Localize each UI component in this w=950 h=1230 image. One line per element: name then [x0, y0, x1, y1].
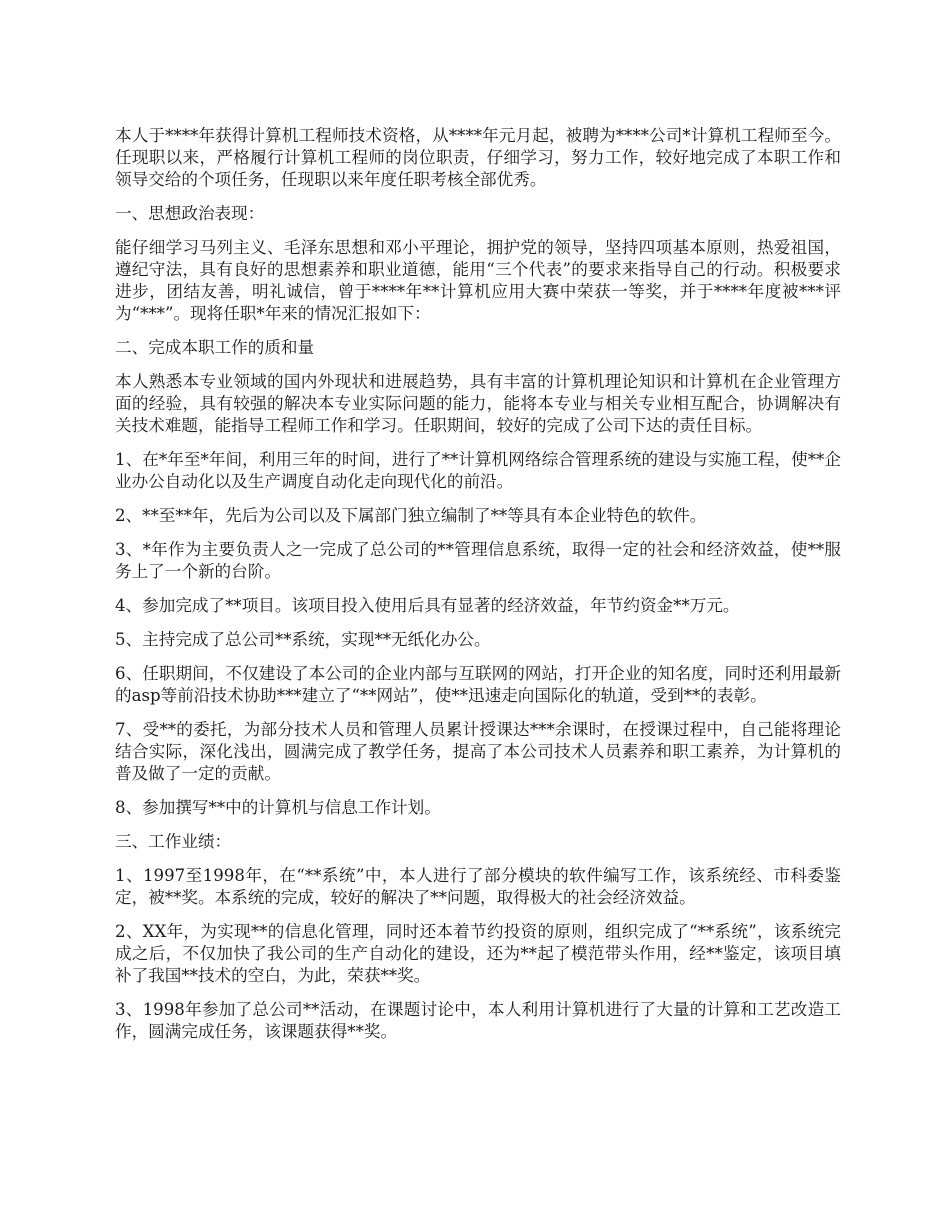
duties-item-1: 1、在*年至*年间，利用三年的时间，进行了**计算机网络综合管理系统的建设与实施工程，使**企业办公自动化以及生产调度自动化走向现代化的前沿。 — [115, 450, 841, 491]
duties-item-7: 7、受**的委托，为部分技术人员和管理人员累计授课达***余课时，在授课过程中，自己能将理论结合实际，深化浅出，圆满完成了教学任务，提高了本公司技术人员素养和职工素养，为计算机的普及做了一定的贡献。 — [115, 720, 841, 783]
duties-item-6: 6、任职期间，不仅建设了本公司的企业内部与互联网的网站，打开企业的知名度，同时还利用最新的asp等前沿技术协助***建立了“**网站”，使**迅速走向国际化的轨道，受到**的表彰。 — [115, 664, 841, 705]
duties-paragraph: 本人熟悉本专业领域的国内外现状和进展趋势，具有丰富的计算机理论知识和计算机在企业管理方面的经验，具有较强的解决本专业实际问题的能力，能将本专业与相关专业相互配合，协调解决有关技术难题，能指导工程师工作和学习。任职期间，较好的完成了公司下达的责任目标。 — [115, 372, 841, 435]
achievement-item-1: 1、1997至1998年，在“**系统”中，本人进行了部分模块的软件编写工作，该系统经、市科委鉴定，被**奖。本系统的完成，较好的解决了**问题，取得极大的社会经济效益。 — [115, 866, 841, 907]
duties-item-2: 2、**至**年，先后为公司以及下属部门独立编制了**等具有本企业特色的软件。 — [115, 506, 707, 525]
section-heading-achievements: 三、工作业绩： — [115, 832, 232, 851]
achievement-item-3: 3、1998年参加了总公司**活动，在课题讨论中，本人利用计算机进行了大量的计算和工艺改造工作，圆满完成任务，该课题获得**奖。 — [115, 1000, 841, 1041]
duties-item-3: 3、*年作为主要负责人之一完成了总公司的**管理信息系统，取得一定的社会和经济效益，使**服务上了一个新的台阶。 — [115, 540, 841, 581]
document-body — [115, 125, 841, 1055]
duties-item-4: 4、参加完成了**项目。该项目投入使用后具有显著的经济效益，年节约资金**万元。 — [115, 596, 740, 615]
section-heading-duties: 二、完成本职工作的质和量 — [115, 338, 315, 357]
achievement-item-2: 2、XX年，为实现**的信息化管理，同时还本着节约投资的原则，组织完成了“**系统”，该系统完成之后，不仅加快了我公司的生产自动化的建设，还为**起了模范带头作用，经**鉴定，该项目填补了我国**技术的空白，为此，荣获**奖。 — [115, 922, 841, 985]
political-paragraph: 能仔细学习马列主义、毛泽东思想和邓小平理论，拥护党的领导，坚持四项基本原则，热爱祖国，遵纪守法，具有良好的思想素养和职业道德，能用“三个代表”的要求来指导自己的行动。积极要求进步，团结友善，明礼诚信，曾于****年**计算机应用大赛中荣获一等奖，并于****年度被***评为“***”。现将任职*年来的情况汇报如下： — [115, 238, 841, 323]
intro-paragraph: 本人于****年获得计算机工程师技术资格，从****年元月起，被聘为****公司*计算机工程师至今。任现职以来，严格履行计算机工程师的岗位职责，仔细学习，努力工作，较好地完成了本职工作和领导交给的个项任务，任现职以来年度任职考核全部优秀。 — [115, 126, 841, 189]
section-heading-political: 一、思想政治表现： — [115, 204, 265, 223]
duties-item-8: 8、参加撰写**中的计算机与信息工作计划。 — [115, 798, 441, 817]
duties-item-5: 5、主持完成了总公司**系统，实现**无纸化办公。 — [115, 630, 491, 649]
